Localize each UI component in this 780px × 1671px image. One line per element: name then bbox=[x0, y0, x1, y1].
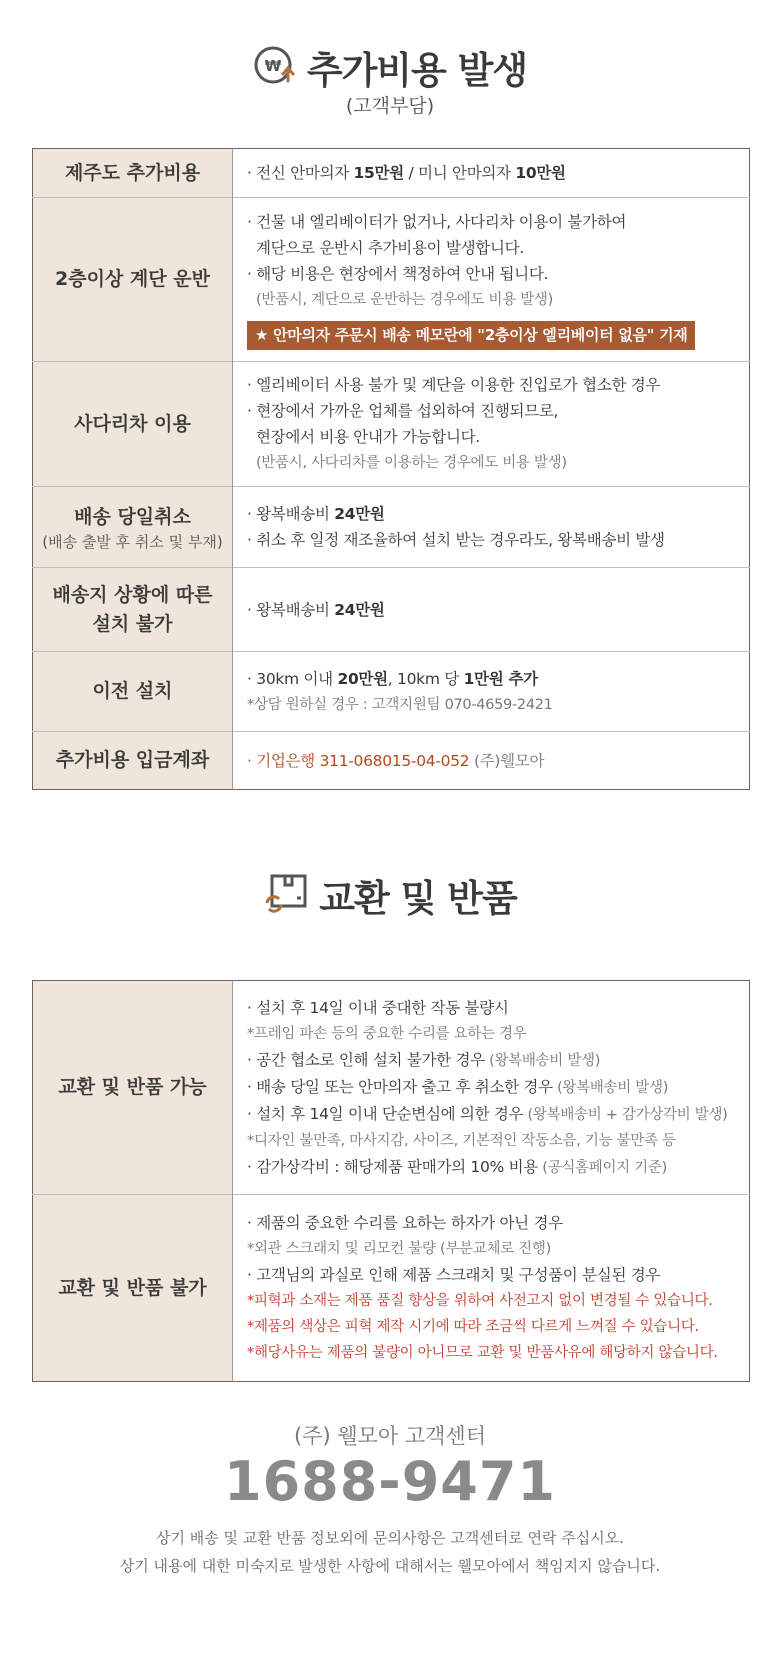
stairs-notice-badge: ★ 안마의자 주문시 배송 메모란에 "2층이상 엘리베이터 없음" 기재 bbox=[247, 321, 695, 350]
row-header-jeju: 제주도 추가비용 bbox=[33, 149, 233, 198]
row-header-exchange-impossible: 교환 및 반품 불가 bbox=[33, 1195, 233, 1382]
box-return-icon bbox=[263, 872, 309, 918]
row-header-install-unavailable: 배송지 상황에 따른 설치 불가 bbox=[33, 568, 233, 652]
table-row bbox=[33, 198, 750, 362]
row-content-exchange-possible: · 설치 후 14일 이내 중대한 작동 불량시 *프레임 파손 등의 중요한 수리를 요하는 경우 · 공간 협소로 인해 설치 불가한 경우 (왕복배송비 발생) · 배송 당일 또는 안마의자 출고 후 취소한 경우 (왕복배송비 발생) · 설치 후 14일 이내 단순변심에 의한 경우 (왕복배송비 + 감가상각비 발생) *디자인 불만족, 마사지감, 사이즈, 기본적인 작동소음, 기능 불만족 등 · 감가상각비 : 해당제품 판매가의 10% 비용 (공식홈페이지 기준) bbox=[247, 998, 728, 1176]
row-header-exchange-possible: 교환 및 반품 가능 bbox=[33, 981, 233, 1195]
table-row bbox=[33, 362, 750, 487]
extra-cost-table bbox=[32, 148, 750, 790]
row-content-ladder: · 엘리베이터 사용 불가 및 계단을 이용한 진입로가 협소한 경우 · 현장에서 가까운 업체를 섭외하여 진행되므로, 현장에서 비용 안내가 가능합니다. (반품시, 사다리차를 이용하는 경우에도 비용 발생) bbox=[233, 362, 750, 487]
extra-cost-title-row bbox=[0, 40, 780, 94]
footer-notice: 상기 배송 및 교환 반품 정보외에 문의사항은 고객센터로 연락 주십시오. 상기 내용에 대한 미숙지로 발생한 사항에 대해서는 웰모아에서 책임지지 않습니다. bbox=[119, 1529, 661, 1575]
row-content-stairs: · 건물 내 엘리베이터가 없거나, 사다리차 이용이 불가하여 계단으로 운반시 추가비용이 발생합니다. · 해당 비용은 현장에서 책정하여 안내 됩니다. (반품시, 계단으로 운반하는 경우에도 비용 발생) ★ 안마의자 주문시 배송 메모란에 "2층이상 엘리베이터 없음" 기재 bbox=[233, 198, 750, 362]
bank-account-number: · 기업은행 311-068015-04-052 bbox=[247, 751, 470, 770]
exchange-return-title-row bbox=[0, 868, 780, 922]
row-content-relocation: · 30km 이내 20만원, 10km 당 1만원 추가 *상담 원하실 경우 : 고객지원팀 070-4659-2421 bbox=[233, 652, 750, 732]
table-row bbox=[33, 981, 750, 1195]
row-content-exchange-impossible: · 제품의 중요한 수리를 요하는 하자가 아닌 경우 *외관 스크래치 및 리모컨 불량 (부분교체로 진행) · 고객님의 과실로 인해 제품 스크래치 및 구성품이 분실된 경우 *피혁과 소재는 제품 품질 향상을 위하여 사전고지 없이 변경될 수 있습니다. *제품의 색상은 피혁 제작 시기에 따라 조금씩 다르게 느껴질 수 있습니다. *해당사유는 제품의 불량이 아니므로 교환 및 반품사유에 해당하지 않습니다. bbox=[233, 1195, 750, 1382]
row-content-same-day-cancel: · 왕복배송비 24만원 · 취소 후 일정 재조율하여 설치 받는 경우라도, 왕복배송비 발생 bbox=[233, 487, 750, 568]
row-header-bank-account: 추가비용 입금계좌 bbox=[33, 732, 233, 790]
won-coin-up-icon bbox=[253, 43, 297, 91]
exchange-return-title: 교환 및 반품 bbox=[319, 877, 517, 920]
table-row bbox=[33, 1195, 750, 1382]
row-content-jeju: · 전신 안마의자 15만원 / 미니 안마의자 10만원 bbox=[247, 164, 566, 182]
row-content-install-unavailable: · 왕복배송비 24만원 bbox=[233, 568, 750, 652]
customer-center-phone[interactable]: 1688-9471 bbox=[224, 1450, 556, 1513]
row-header-same-day-cancel: 배송 당일취소 (배송 출발 후 취소 및 부재) bbox=[33, 487, 233, 568]
table-row bbox=[33, 652, 750, 732]
svg-text:₩: ₩ bbox=[264, 57, 282, 75]
row-header-ladder: 사다리차 이용 bbox=[33, 362, 233, 487]
extra-cost-subtitle: (고객부담) bbox=[345, 95, 435, 117]
customer-center-label: (주) 웰모아 고객센터 bbox=[293, 1424, 487, 1448]
row-content-bank-account: · 기업은행 311-068015-04-052 (주)웰모아 bbox=[233, 732, 750, 790]
exchange-return-table bbox=[32, 980, 750, 1382]
table-row bbox=[33, 487, 750, 568]
extra-cost-title: 추가비용 발생 bbox=[306, 49, 528, 92]
table-row bbox=[33, 732, 750, 790]
row-header-relocation: 이전 설치 bbox=[33, 652, 233, 732]
table-row bbox=[33, 568, 750, 652]
table-row bbox=[33, 149, 750, 198]
row-header-stairs: 2층이상 계단 운반 bbox=[33, 198, 233, 362]
